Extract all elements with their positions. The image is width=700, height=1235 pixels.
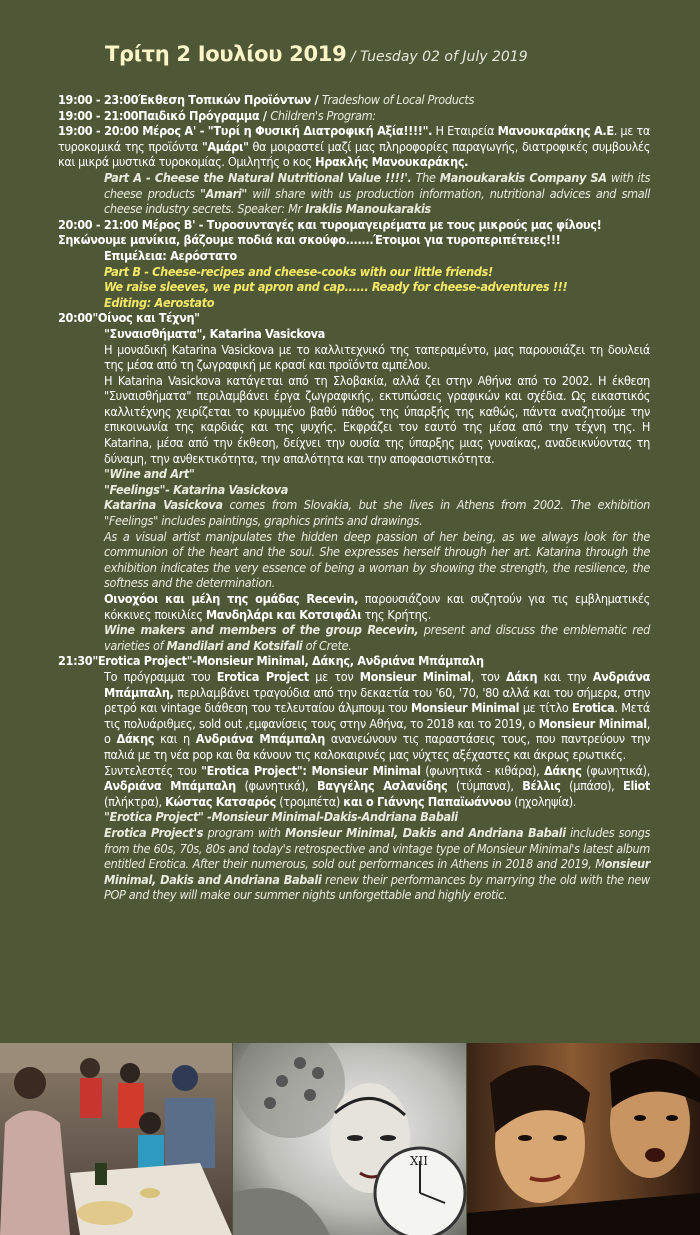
- text-run: (μπάσο),: [560, 778, 624, 794]
- highlight-text: Δάκης: [543, 762, 582, 778]
- erotica-description-greek: [58, 669, 650, 763]
- text-run: με τίτλο: [519, 700, 573, 716]
- text-run: . με τα τυροκομικά της προϊόντα: [58, 123, 650, 154]
- text-run: of Crete.: [302, 637, 352, 653]
- speaker-name: Iraklis Manoukarakis: [305, 201, 431, 217]
- exhibition-title-greek: "Συναισθήματα", Katarina Vasickova: [104, 325, 325, 341]
- highlight-text: Monsieur Minimal: [410, 700, 520, 716]
- highlight-text: Βαγγέλης Ασλανίδης: [316, 778, 448, 794]
- text-run: θα μοιραστεί μαζί μας πληροφορίες παραγωγής, διατροφικές συμβουλές και μικρά μυστικά τυροκομίας. Ομιλητής ο κος: [58, 138, 650, 170]
- highlight-text: Erotica Project's: [104, 824, 204, 840]
- event-title-greek: Μέρος Β' - Τυροσυνταγές και τυρομαγειρέματα με τους μικρούς μας φίλους! Σηκώνουμε μανίκια, βάζουμε ποδιά και σκούφο.......Έτοιμοι για τυροπεριπέτειες!!!: [58, 216, 602, 248]
- highlight-text: Erotica: [572, 700, 615, 716]
- highlight-text: onsieur Minimal, Dakis and Andriana Babali: [104, 856, 650, 887]
- text-run: και η: [154, 731, 196, 747]
- product-name: "Αμάρι": [201, 138, 249, 154]
- text-run: , τον: [470, 668, 506, 684]
- text-run: present and discuss the emblematic red varieties of: [104, 622, 650, 653]
- title-separator: /: [259, 107, 271, 123]
- highlight-text: Κώστας Κατσαρός: [165, 793, 276, 809]
- text-run: Το πρόγραμμα του: [104, 668, 217, 684]
- event-children-program: [58, 108, 650, 124]
- event-title-english: Children's Program:: [270, 107, 376, 123]
- highlight-text: Δάκης: [116, 731, 155, 747]
- event-title-greek: Μέρος Α' - "Τυρί η Φυσική Διατροφική Αξία!!!!".: [138, 123, 433, 139]
- event-time: 20:00: [58, 310, 93, 326]
- event-time: 19:00 - 21:00: [58, 107, 139, 123]
- text-run: Η Εταιρεία: [432, 123, 498, 139]
- highlight-text: Monsieur Minimal: [538, 715, 647, 731]
- event-cheese-part-b: [58, 217, 650, 248]
- event-time: 19:00 - 23:00: [58, 92, 139, 107]
- event-cheese-part-a-english: [58, 170, 650, 217]
- product-name: "Amari": [199, 185, 247, 201]
- event-title-greek: "Erotica Project"-Monsieur Minimal, Δάκης, Ανδριάνα Μπάμπαλη: [92, 653, 484, 669]
- company-name: Manoukarakis Company SA: [439, 169, 607, 185]
- part-b-english-line-3: Editing: Aerostato: [104, 294, 215, 310]
- grape-varieties: Μανδηλάρι και Κοτσιφάλι: [205, 606, 362, 622]
- event-tradeshow: [58, 92, 650, 108]
- text-run: (ηχοληψία).: [510, 793, 577, 809]
- schedule: [58, 92, 650, 903]
- text-run: with its cheese products: [104, 169, 650, 201]
- group-name: Οινοχόοι και μέλη της ομάδας Recevin,: [104, 591, 359, 606]
- text-run: will share with us production information, nutritional advices and small cheese industry secrets. Speaker: Mr: [104, 185, 650, 217]
- text-run: της Κρήτης.: [361, 606, 432, 622]
- text-run: και την: [537, 668, 593, 684]
- highlight-text: Monsieur Minimal, Dakis and Andriana Babali: [285, 824, 566, 840]
- event-title-english: Tradeshow of Local Products: [321, 92, 475, 107]
- event-time: 21:30: [58, 653, 93, 669]
- text-run: (πλήκτρα),: [104, 793, 166, 809]
- text-run: (φωνητικά),: [581, 762, 650, 778]
- svg-text:XII: XII: [410, 1154, 429, 1168]
- highlight-text: και ο Γιάννης Παπαϊωάννου: [343, 793, 511, 809]
- event-time: 19:00 - 20:00: [58, 123, 139, 139]
- exhibition-description-english: As a visual artist manipulates the hidden deep passion of her being, as we always look for the communion of the heart and the soul. She expresses herself through her art. Katarina through the exhibition indicates the very essence of being a woman by showing the strength, the resilience, the softness and the determination.: [104, 528, 650, 591]
- erotica-english-title: "Erotica Project" -Monsieur Minimal-Dakis-Andriana Babali: [104, 809, 458, 825]
- text-run: The: [411, 169, 440, 185]
- part-b-english-line-1: Part B - Cheese-recipes and cheese-cooks with our little friends!: [104, 263, 493, 279]
- highlight-text: Ανδριάνα Μπάμπαλη: [104, 778, 236, 794]
- artist-name: Katarina Vasickova: [104, 497, 223, 513]
- duo-singers-photo: [467, 1043, 700, 1235]
- highlight-text: Δάκη: [505, 668, 538, 684]
- event-title-greek: "Οίνος και Τέχνη": [92, 310, 200, 326]
- text-run: renew their performances by marrying the old with the new POP and they will make our summer nights unforgettable and highly erotic.: [104, 871, 650, 903]
- editor-greek: Επιμέλεια: Αερόστατο: [104, 247, 237, 263]
- text-run: περιλαμβάνει τραγούδια από την δεκαετία του '60, '70, '80 αλλά και του σήμερα, στην ρετρό και vintage διάθεση του τελευταίου άλμπουμ του: [104, 684, 650, 716]
- winemakers-greek: [58, 591, 650, 622]
- text-run: comes from Slovakia, but she lives in Athens from 2002. The exhibition "Feelings" includes paintings, graphics prints and drawings.: [104, 497, 651, 529]
- exhibition-description-greek: Η Katarina Vasickova κατάγεται από τη Σλοβακία, αλλά ζει στην Αθήνα από το 2002. Η έκθεση "Συναισθήματα" περιλαμβάνει έργα ζωγραφικής, εκτυπώσεις γραφικών και σχέδια. Ως εικαστικός καλλιτέχνης χειρίζεται το κρυμμένο βαθύ πάθος της ύπαρξής της καθώς, πάντα αναζητούμε την επικοινωνία της καρδιάς και της ψυχής. Εκφράζει τον εαυτό της μέσα από την τέχνη της. Η Katarina, μέσα από την έκθεση, δείχνει την ουσία της ύπαρξης μιας γυναίκας, αναδεικνύοντας τη δύναμη, την ανθεκτικότητα, την απαλότητα και την αποφασιστικότητα.: [104, 372, 650, 466]
- title-separator: /: [310, 92, 322, 107]
- company-name: Μανουκαράκης Α.Ε: [497, 123, 614, 139]
- text-run: (φωνητικά),: [235, 778, 317, 794]
- text-run: (φωνητικά - κιθάρα),: [420, 762, 544, 778]
- winemakers-english: [58, 622, 650, 653]
- highlight-text: Ανδριάνα Μπάμπαλη: [195, 731, 325, 747]
- event-cheese-part-a: [58, 123, 650, 170]
- exhibition-intro-greek: Η μοναδική Katarina Vasickova με το καλλιτεχνικό της ταπεραμέντο, μας παρουσιάζει τη δουλειά της μέσα από τη ζωγραφική με κρασί και προϊόντα αμπέλου.: [104, 341, 650, 373]
- highlight-text: Monsieur Minimal: [359, 668, 471, 684]
- day-heading: [105, 42, 528, 66]
- highlight-text: Eliot: [623, 778, 651, 794]
- text-run: . Μετά τις πολυάριθμες, sold out ,εμφανίσεις τους στην Αθήνα, το 2018 και το 2019, ο: [104, 700, 650, 731]
- wine-and-art-english-title: "Wine and Art": [104, 466, 195, 482]
- event-title-greek: Παιδικό Πρόγραμμα: [138, 107, 260, 123]
- highlight-text: Erotica Project: [216, 668, 309, 684]
- erotica-credits-greek: [58, 763, 650, 810]
- erotica-description-english: [58, 825, 650, 903]
- date-title-english: / Tuesday 02 of July 2019: [346, 49, 528, 65]
- text-run: (τύμπανα),: [447, 778, 523, 794]
- painting-woman-clock-photo: [233, 1043, 466, 1235]
- highlight-text: Ανδριάνα Μπάμπαλη,: [104, 668, 651, 700]
- date-title-greek: Τρίτη 2 Ιουλίου 2019: [105, 42, 347, 66]
- event-wine-and-art: [58, 310, 650, 326]
- speaker-name: Ηρακλής Μανουκαράκης.: [315, 154, 469, 170]
- part-b-english-line-2: We raise sleeves, we put apron and cap...... Ready for cheese-adventures !!!: [104, 279, 568, 295]
- text-run: με τον: [308, 668, 360, 684]
- grape-varieties: Mandilari and Kotsifali: [166, 637, 303, 653]
- highlight-text: Βέλλις: [522, 778, 561, 794]
- group-name: Wine makers and members of the group Recevin,: [104, 622, 419, 638]
- text-run: Συντελεστές του: [104, 762, 202, 778]
- feelings-english-title: "Feelings"- Katarina Vasickova: [104, 481, 289, 497]
- text-run: includes songs from the 60s, 70s, 80s and today's retrospective and vintage type of Monsieur Minimal's latest album entitled Erotica. After their numerous, sold out performances in Athens in 2018 and 2019, M: [104, 824, 650, 872]
- text-run: , ο: [104, 715, 650, 747]
- text-run: ανανεώνουν τις παραστάσεις τους, που παντρεύουν την παλιά με τη νέα pop και θα κάνουν τις καλοκαιρινές μας νύχτες αξέχαστες και άκρως ερωτικές.: [104, 731, 650, 762]
- children-cheese-workshop-photo: [0, 1043, 232, 1235]
- text-run: program with: [203, 824, 286, 840]
- highlight-text: "Erotica Project": Monsieur Minimal: [201, 762, 421, 778]
- english-title: Part A - Cheese the Natural Nutritional Value !!!!'.: [104, 169, 412, 185]
- photo-strip: [0, 1043, 700, 1235]
- event-erotica-project: [58, 653, 650, 669]
- exhibition-intro-english: [58, 497, 650, 528]
- event-time: 20:00 - 21:00: [58, 216, 139, 232]
- event-title-greek: Έκθεση Τοπικών Προϊόντων: [138, 92, 311, 107]
- text-run: παρουσιάζουν και συζητούν για τις εμβληματικές κόκκινες ποικιλίες: [104, 591, 650, 622]
- text-run: (τρομπέτα): [275, 793, 344, 809]
- photo-strip-graphic: [0, 1043, 700, 1235]
